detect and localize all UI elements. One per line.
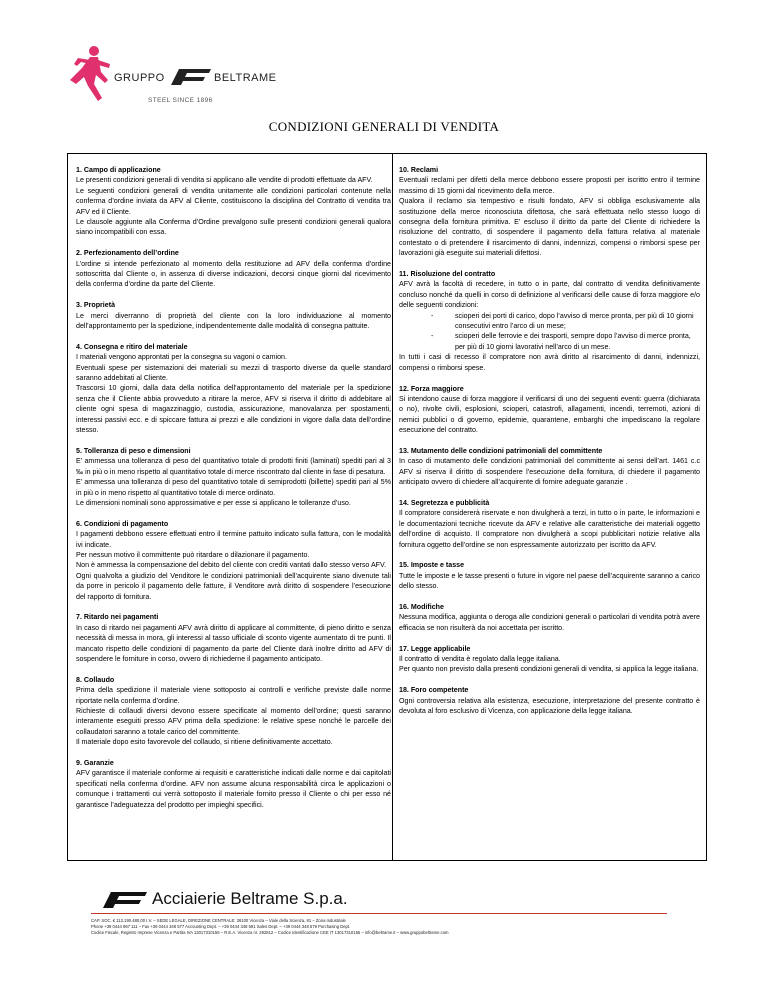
section (76, 675, 391, 748)
column-divider (392, 154, 393, 860)
section-title: 15. Imposte e tasse (399, 561, 465, 570)
section-title: 9. Garanzie (76, 759, 114, 768)
conditions-box (67, 153, 707, 861)
section-paragraph: E’ ammessa una tolleranza di peso del quantitativo totale di prodotti finiti (laminati) spediti pari al 3 ‰ in più o in meno rispetto al quantitativo totale di merce riscontrato dal cliente in fase di pesatura. (76, 457, 391, 476)
section-paragraph: Per quanto non previsto dalla presenti condizioni generali di vendita, si applica la legge italiana. (399, 665, 699, 674)
section-paragraph: In caso di mutamento delle condizioni patrimoniali del committente ai sensi dell’art. 1461 c.c AFV si riserva il diritto di sospendere l’esecuzione della fornitura, di chiedere il pagamento anticipato ovvero di chiedere all’acquirente di fornire adeguate garanzie . (399, 457, 700, 487)
section (76, 612, 391, 664)
section-paragraph: Le clausole aggiunte alla Conferma d’Ordine prevalgono sulle presenti condizioni generali qualora siano incompatibili con essa. (76, 218, 391, 237)
section (76, 165, 391, 238)
section-title: 12. Forza maggiore (399, 384, 464, 393)
section-title: 8. Collaudo (76, 675, 115, 684)
bullet-text: scioperi dei porti di carico, dopo l’avviso di merce pronta, per più di 10 giorni consecutivi entro l’arco di un mese; (455, 311, 694, 331)
footer-line-2: Phone +39 0444 967 111 – Fax +39 0444 348 577 Accounting Dept. – +39 0444 348 591 Sales Dept. – +39 0444 348 579 Purchasing Dept. (91, 924, 351, 929)
bullet-item (399, 331, 700, 352)
section-paragraph: I materiali vengono approntati per la consegna su vagoni o camion. (76, 353, 287, 362)
section (399, 644, 700, 675)
section (399, 685, 700, 716)
section-title: 17. Legge applicabile (399, 644, 471, 653)
section-paragraph: Non è ammessa la compensazione del debito del cliente con crediti vantati dallo stesso verso AFV. (76, 561, 387, 570)
section-paragraph: Qualora il reclamo sia tempestivo e risulti fondato, AFV si obbliga esclusivamente alla sostituzione della merce riconosciuta difettosa, che sarà effettuata nello stesso luogo di consegna della fornitura primitiva. E’ escluso il diritto da parte del Cliente di richiedere la risoluzione del contratto, di sospendere il pagamento della fattura relativa al materiale contestato o di pretendere il risarcimento di danni, indennizzi, compensi o rimborsi spese per lavorazioni già eseguite sui materiali difettosi. (399, 197, 700, 258)
bullet-text: scioperi delle ferrovie e dei trasporti, sempre dopo l’avviso di merce pronta, per più di 10 giorni lavorativi nell’arco di un mese. (455, 332, 691, 351)
section-title: 16. Modifiche (399, 602, 444, 611)
footer-rule (91, 913, 667, 914)
footer-line-1: CAP. SOC. € 113.190.480,00 I.V. – SEDE LEGALE, DIREZIONE CENTRALE: 36100 Vicenza – Viale della Scienza, 81 – Zona Industriale (91, 918, 346, 923)
section-paragraph: Eventuali reclami per difetti della merce debbono essere proposti per iscritto entro il termine massimo di 15 giorni dal ricevimento della merce. (399, 176, 700, 195)
runner-figure-logo (64, 44, 112, 102)
section (76, 342, 391, 436)
section-title: 6. Condizioni di pagamento (76, 519, 169, 528)
section-title: 18. Foro competente (399, 686, 469, 695)
section-paragraph: Eventuali spese per sistemazioni dei materiali su mezzi di trasporto diverse da quelle standard saranno addebitati al Cliente. (76, 363, 391, 383)
section-title: 2. Perfezionamento dell’ordine (76, 249, 179, 258)
section-paragraph: Prima della spedizione il materiale viene sottoposto ai controlli e verifiche previste dalle norme riportate nella conferma d’ordine. (76, 686, 391, 705)
section-paragraph: L’ordine si intende perfezionato al momento della restituzione ad AFV della conferma d’ordine sottoscritta dal Cliente o, in assenza di diverse indicazioni, decorsi cinque giorni dal ricevimento della conferma d’ordine da parte del Cliente. (76, 259, 391, 289)
section-paragraph: Per nessun motivo il committente può ritardare o dilazionare il pagamento. (76, 550, 310, 559)
section-paragraph: Le presenti condizioni generali di vendita si applicano alle vendite di prodotti effettuate da AFV. (76, 176, 373, 185)
section (399, 602, 700, 633)
section-paragraph: Ogni qualvolta a giudizio del Venditore le condizioni patrimoniali dell’acquirente siano divenute tali da porre in pericolo il pagamento delle fatture, il Venditore avrà diritto di sospendere l’esecuzione del rapporto di fornitura. (76, 571, 391, 601)
section-paragraph: AFV avrà la facoltà di recedere, in tutto o in parte, dal contratto di vendita definitivamente concluso nonché da quelli in corso di definizione al verificarsi delle cause di forza maggiore e/o delle seguenti condizioni: (399, 280, 700, 310)
section-title: 3. Proprietà (76, 301, 116, 310)
section-paragraph: Tutte le imposte e le tasse presenti o future in vigore nel paese dell’acquirente saranno a carico dello stesso. (399, 571, 700, 591)
footer-line-3: Codice Fiscale, Registro Imprese Vicenza e Partita IVA 13017310155 – R.E.A. Vicenza nr. 292812 – Codice Identificazione CEE IT 13017310155 – info@beltrame.it – www.gruppobeltrame.com (91, 930, 449, 935)
section-paragraph: Il materiale dopo esito favorevole del collaudo, si ritiene definitivamente accettato. (76, 738, 333, 747)
section (399, 560, 700, 591)
section (76, 446, 391, 508)
section-title: 10. Reclami (399, 166, 439, 174)
section-paragraph: Le seguenti condizioni generali di vendita unitamente alle condizioni particolari contenute nella conferma d’ordine inviata da AFV al Cliente, costituiscono la disciplina del Contratto di vendita tra AFV ed il Cliente. (76, 186, 391, 216)
section (76, 300, 391, 331)
section (399, 165, 700, 259)
steel-since-text: STEEL SINCE 1896 (148, 97, 213, 104)
right-column (399, 165, 700, 727)
page-header (0, 0, 768, 110)
section-title: 5. Tolleranza di peso e dimensioni (76, 446, 191, 455)
logo-beltrame-text: BELTRAME (214, 72, 277, 84)
section-paragraph: Si intendono cause di forza maggiore il verificarsi di uno dei seguenti eventi: guerra (dichiarata o no), rivolte civili, esplosioni, scioperi, catastrofi, allagamenti, incendi, terremoti, azioni di nemici pubblici o di governo, epidemie, quarantene, embarghi che impediscano la regolare esecuzione del contratto. (399, 394, 700, 435)
section (76, 519, 391, 602)
section-title: 4. Consegna e ritiro del materiale (76, 342, 188, 351)
bullet-dash: - (431, 332, 434, 341)
section-paragraph: I pagamenti debbono essere effettuati entro il termine pattuito indicato sulla fattura, con le modalità ivi indicate. (76, 530, 391, 549)
section-paragraph: Richieste di collaudi diversi devono essere specificate al momento dell’ordine; questi saranno interamente eseguiti presso AFV prima della spedizione: le relative spese nonché le parcelle dei collaudatori saranno a totale carico del committente. (76, 707, 391, 736)
section-paragraph: Il contratto di vendita è regolato dalla legge italiana. (399, 654, 561, 663)
section-title: 11. Risoluzione del contratto (399, 270, 496, 279)
section (399, 384, 700, 436)
section (399, 498, 700, 550)
section (76, 758, 391, 810)
section-paragraph: In caso di ritardo nei pagamenti AFV avrà diritto di applicare al committente, di pieno diritto e senza necessità di messa in mora, gli interessi al tasso ufficiale di sconto vigente aumentato di tre punti. Il mancato rispetto delle condizioni di pagamento da parte del Cliente darà inoltre diritto ad AFV di sospendere le forniture in corso, ovvero di richiederne il pagamento anticipato. (76, 623, 391, 663)
section-title: 1. Campo di applicazione (76, 166, 161, 174)
section-paragraph: Le merci diverranno di proprietà del cliente con la loro individuazione al momento dell’approntamento per la spedizione, indipendentemente dalle modalità di consegna pattuite. (76, 311, 391, 331)
section (76, 248, 391, 290)
section-title: 14. Segretezza e pubblicità (399, 498, 490, 507)
left-column (76, 165, 391, 820)
document-title: CONDIZIONI GENERALI DI VENDITA (268, 119, 500, 134)
section (399, 446, 700, 488)
section-paragraph: Le dimensioni nominali sono approssimative e per esse si applicano le tolleranze d’uso. (76, 498, 351, 507)
footer-company-name: Acciaierie Beltrame S.p.a. (152, 889, 348, 908)
footer-legal-text (91, 918, 691, 936)
bullet-dash: - (431, 311, 434, 320)
section (399, 269, 700, 373)
section-paragraph: AFV garantisce il materiale conforme ai requisiti e caratteristiche indicati dalle norme e dai capitolati specificati nella conferma d’ordine. AFV non assume alcuna responsabilità circa le applicazioni o comunque i trattamenti cui verrà sottoposto il materiale fornito presso il Cliente o chi per esso né garantisce l’adeguatezza del prodotto per impieghi specifici. (76, 769, 391, 809)
section-paragraph: Ogni controversia relativa alla esistenza, esecuzione, interpretazione del presente contratto è devoluta al foro esclusivo di Vicenza, con applicazione della legge italiana. (399, 696, 700, 715)
footer-afv-logo-icon (103, 891, 149, 909)
afv-logo-icon (171, 68, 213, 86)
section-paragraph: Trascorsi 10 giorni, dalla data della notifica dell’approntamento del materiale per la spedizione senza che il Cliente abbia provveduto a ritirare la merce, AFV si riserva il diritto di addebitare al cliente ogni spesa di magazzinaggio, custodia, assicurazione, manovalanza per spostamenti, interessi passivi ecc. e di spiccare fattura ai prezzi e alle condizioni in vigore dalla data dell’ordine stesso. (76, 384, 391, 435)
section-paragraph: Il compratore considererà riservate e non divulgherà a terzi, in tutto o in parte, le informazioni e le documentazioni tecniche ricevute da AFV e relative alle caratteristiche dei materiali oggetto dell’ordine di acquisto. Il compratore non divulgherà a scopi pubblicitari notizie relative alla fornitura oggetto dell’ordine se non espressamente autorizzato per iscritto da AFV. (399, 509, 700, 549)
section-paragraph: Nessuna modifica, aggiunta o deroga alle condizioni generali o particolari di vendita potrà avere efficacia se non risulterà da noi accettata per iscritto. (399, 613, 700, 632)
bullet-item (399, 311, 700, 332)
section-paragraph: E’ ammessa una tolleranza di peso del quantitativo totale di semiprodotti (billette) spediti pari al 5% in più o in meno rispetto al quantitativo totale di merce ordinato. (76, 478, 391, 497)
section-title: 13. Mutamento delle condizioni patrimoniali del committente (399, 446, 603, 455)
section-paragraph: In tutti i casi di recesso il compratore non avrà diritto al risarcimento di danni, indennizzi, compensi o rimborsi spese. (399, 353, 700, 372)
section-title: 7. Ritardo nei pagamenti (76, 613, 159, 622)
logo-group-text: GRUPPO (114, 72, 165, 84)
